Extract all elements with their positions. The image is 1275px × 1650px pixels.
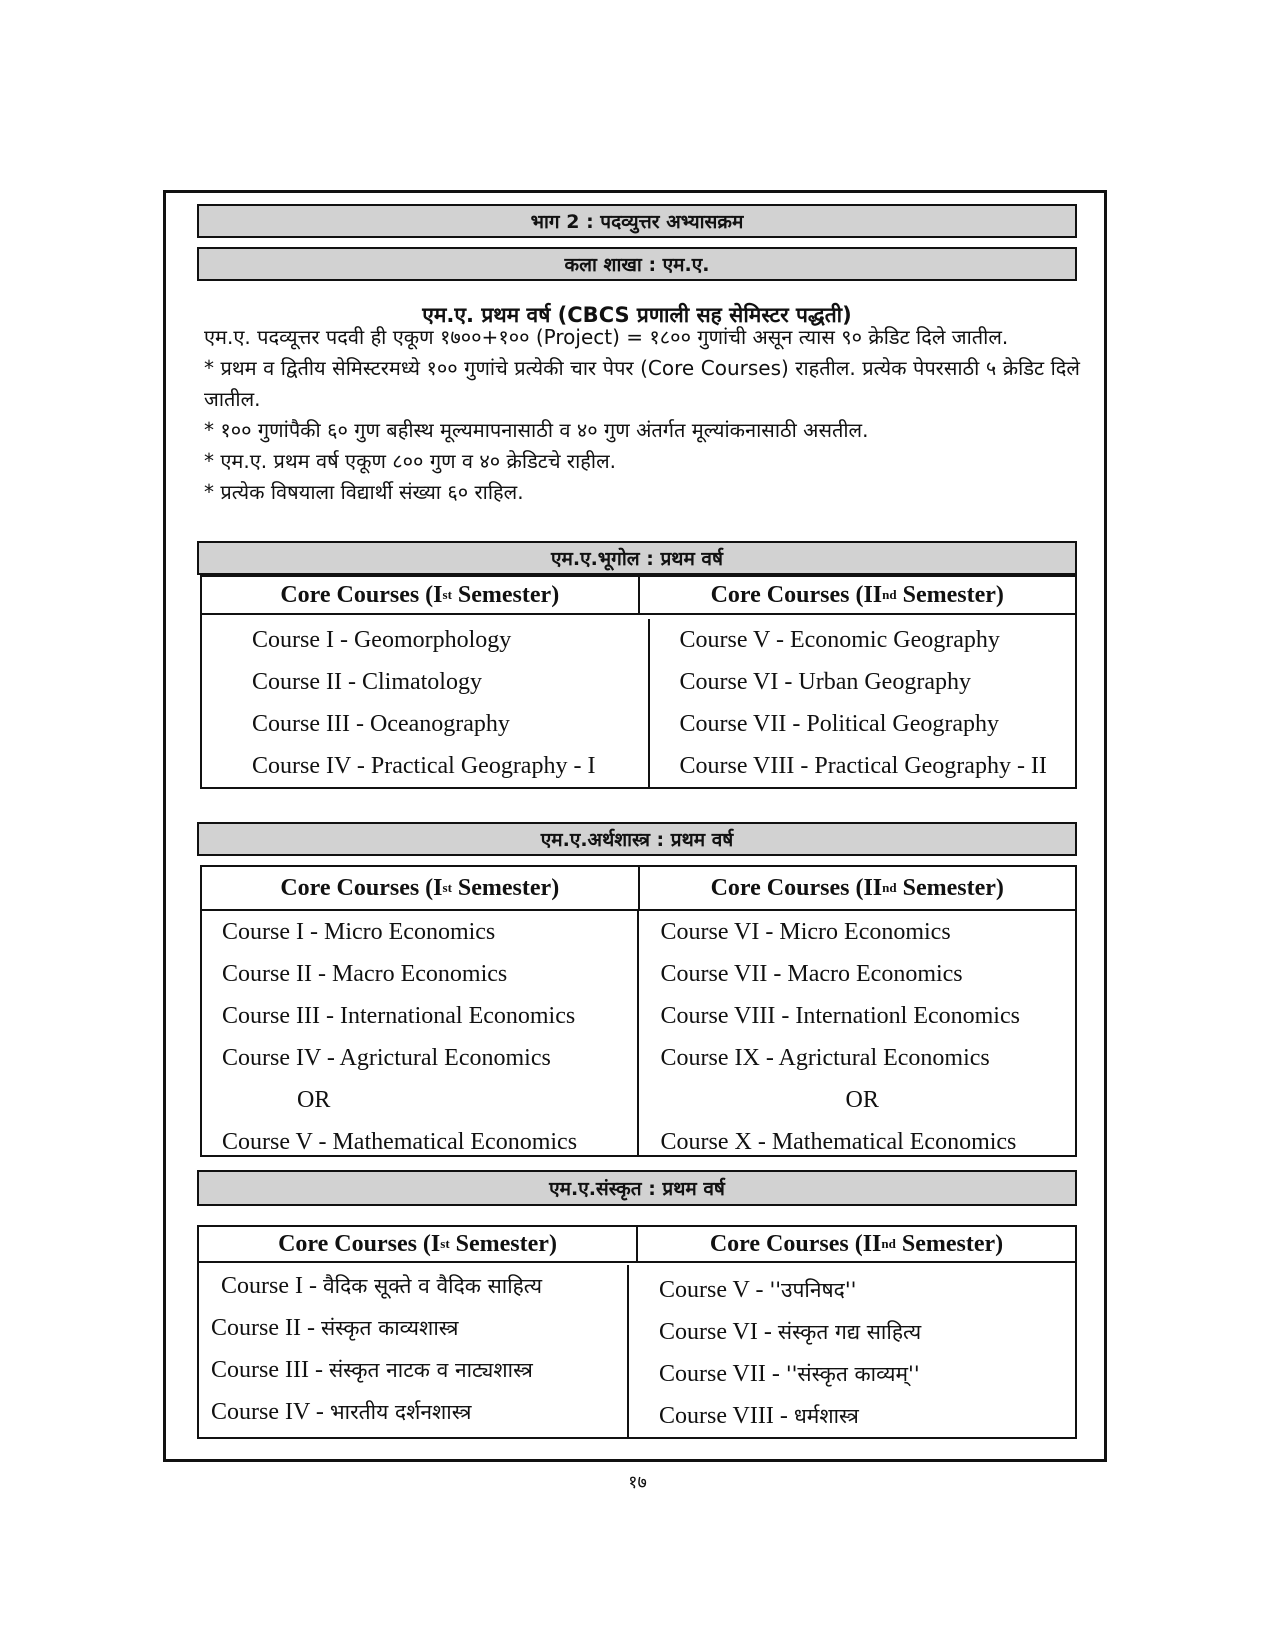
course-title: वैदिक सूक्ते व वैदिक साहित्य: [322, 1274, 543, 1298]
sem2-header: [640, 867, 1076, 909]
sem2-header-sup: nd: [881, 1236, 896, 1251]
course-row: [211, 1265, 627, 1307]
course-row: [211, 1307, 627, 1349]
course-row: Course VI - Urban Geography: [679, 669, 971, 695]
sem1-header-tail: Semester): [455, 1230, 557, 1257]
sem1-header: [202, 867, 640, 909]
sem2-header-sup: nd: [882, 587, 897, 602]
sem2-header: [638, 1227, 1075, 1261]
course-row: Course VIII - Practical Geography - II: [679, 753, 1047, 779]
course-title: संस्कृत नाटक व नाट्यशास्त्र: [328, 1358, 533, 1382]
sanskrit-heading: एम.ए.संस्कृत : प्रथम वर्ष: [197, 1170, 1077, 1206]
sem1-header-sup: st: [442, 880, 452, 895]
sem1-column: [199, 1265, 629, 1437]
sem1-header-text: Core Courses (I: [280, 874, 443, 901]
course-code: Course VI -: [659, 1319, 772, 1345]
course-row: [659, 1311, 1075, 1353]
sem1-column: [202, 619, 650, 787]
course-row: Course III - Oceanography: [252, 711, 510, 737]
course-row: [211, 1391, 627, 1433]
sem2-column: [650, 619, 1076, 787]
course-code: Course I -: [221, 1273, 317, 1299]
course-code: Course II -: [211, 1315, 315, 1341]
course-code: Course IV -: [211, 1399, 324, 1425]
course-row: Course VIII - Internationl Economics: [660, 1003, 1020, 1029]
intro-text: [204, 322, 1080, 508]
sanskrit-table: [197, 1225, 1077, 1439]
course-title: संस्कृत काव्यशास्त्र: [320, 1316, 459, 1340]
sem2-header: [640, 577, 1076, 613]
course-row: [211, 1349, 627, 1391]
course-row: [659, 1395, 1075, 1437]
course-row: Course X - Mathematical Economics: [660, 1129, 1017, 1155]
part-heading: भाग 2 : पदव्युत्तर अभ्यासक्रम: [197, 204, 1077, 238]
page-number: १७: [628, 1472, 647, 1493]
sem2-header-text: Core Courses (II: [710, 581, 883, 608]
or-label: OR: [297, 1087, 331, 1113]
economics-table: [200, 865, 1077, 1157]
geography-table: [200, 575, 1077, 789]
economics-heading: एम.ए.अर्थशास्त्र : प्रथम वर्ष: [197, 822, 1077, 856]
intro-paragraph: * एम.ए. प्रथम वर्ष एकूण ८०० गुण व ४० क्रेडिटचे राहील.: [204, 449, 616, 473]
sem1-header-tail: Semester): [457, 874, 560, 901]
course-row: [659, 1269, 1075, 1311]
course-code: Course VII -: [659, 1361, 780, 1387]
sem1-header-text: Core Courses (I: [280, 581, 443, 608]
sem1-header: [202, 577, 640, 613]
course-row: Course VII - Political Geography: [679, 711, 999, 737]
course-row: Course III - International Economics: [222, 1003, 576, 1029]
course-row: Course I - Micro Economics: [222, 919, 496, 945]
sem2-header-text: Core Courses (II: [710, 874, 883, 901]
or-label: OR: [845, 1087, 879, 1113]
sem1-column: [202, 911, 639, 1155]
intro-paragraph: एम.ए. पदव्यूत्तर पदवी ही एकूण १७००+१०० (Project) = १८०० गुणांची असून त्यास ९० क्रेडिट दिले जातील.: [204, 325, 1009, 349]
sem1-header-text: Core Courses (I: [278, 1230, 441, 1257]
course-title: ''संस्कृत काव्यम्'': [785, 1362, 920, 1386]
course-row: Course V - Economic Geography: [679, 627, 1000, 653]
course-code: Course VIII -: [659, 1403, 788, 1429]
sem2-header-text: Core Courses (II: [709, 1230, 882, 1257]
course-row: Course VII - Macro Economics: [660, 961, 963, 987]
intro-paragraph: * प्रथम व द्वितीय सेमिस्टरमध्ये १०० गुणांचे प्रत्येकी चार पेपर (Core Courses) राहतील. प्रत्येक पेपरसाठी ५ क्रेडिट दिले जातील.: [204, 356, 1080, 411]
course-row: Course IX - Agrictural Economics: [660, 1045, 990, 1071]
sem1-header-tail: Semester): [457, 581, 560, 608]
sem2-header-tail: Semester): [901, 1230, 1004, 1257]
course-title: संस्कृत गद्य साहित्य: [777, 1320, 922, 1344]
course-title: ''उपनिषद'': [769, 1278, 857, 1302]
course-row: Course II - Macro Economics: [222, 961, 508, 987]
course-row: Course V - Mathematical Economics: [222, 1129, 578, 1155]
sem2-column: [639, 911, 1076, 1155]
sem1-header: [199, 1227, 638, 1261]
sem2-column: [629, 1265, 1075, 1437]
course-code: Course III -: [211, 1357, 323, 1383]
sem1-header-sup: st: [442, 587, 452, 602]
intro-paragraph: * १०० गुणांपैकी ६० गुण बहीस्थ मूल्यमापनासाठी व ४० गुण अंतर्गत मूल्यांकनासाठी असतील.: [204, 418, 869, 442]
course-row: Course IV - Practical Geography - I: [252, 753, 596, 779]
course-code: Course V -: [659, 1277, 764, 1303]
course-row: Course I - Geomorphology: [252, 627, 512, 653]
sem2-header-tail: Semester): [902, 874, 1004, 901]
course-row: Course IV - Agrictural Economics: [222, 1045, 551, 1071]
course-title: धर्मशास्त्र: [793, 1404, 859, 1428]
geography-heading: एम.ए.भूगोल : प्रथम वर्ष: [197, 541, 1077, 575]
faculty-heading: कला शाखा : एम.ए.: [197, 247, 1077, 281]
sem2-header-tail: Semester): [902, 581, 1004, 608]
intro-paragraph: * प्रत्येक विषयाला विद्यार्थी संख्या ६० राहिल.: [204, 480, 524, 504]
course-row: Course VI - Micro Economics: [660, 919, 951, 945]
course-row: Course II - Climatology: [252, 669, 482, 695]
sem2-header-sup: nd: [882, 880, 897, 895]
course-row: [659, 1353, 1075, 1395]
sem1-header-sup: st: [440, 1236, 450, 1251]
course-title: भारतीय दर्शनशास्त्र: [329, 1400, 472, 1424]
intro-title: एम.ए. प्रथम वर्ष (CBCS प्रणाली सह सेमिस्टर पद्धती): [422, 303, 852, 327]
